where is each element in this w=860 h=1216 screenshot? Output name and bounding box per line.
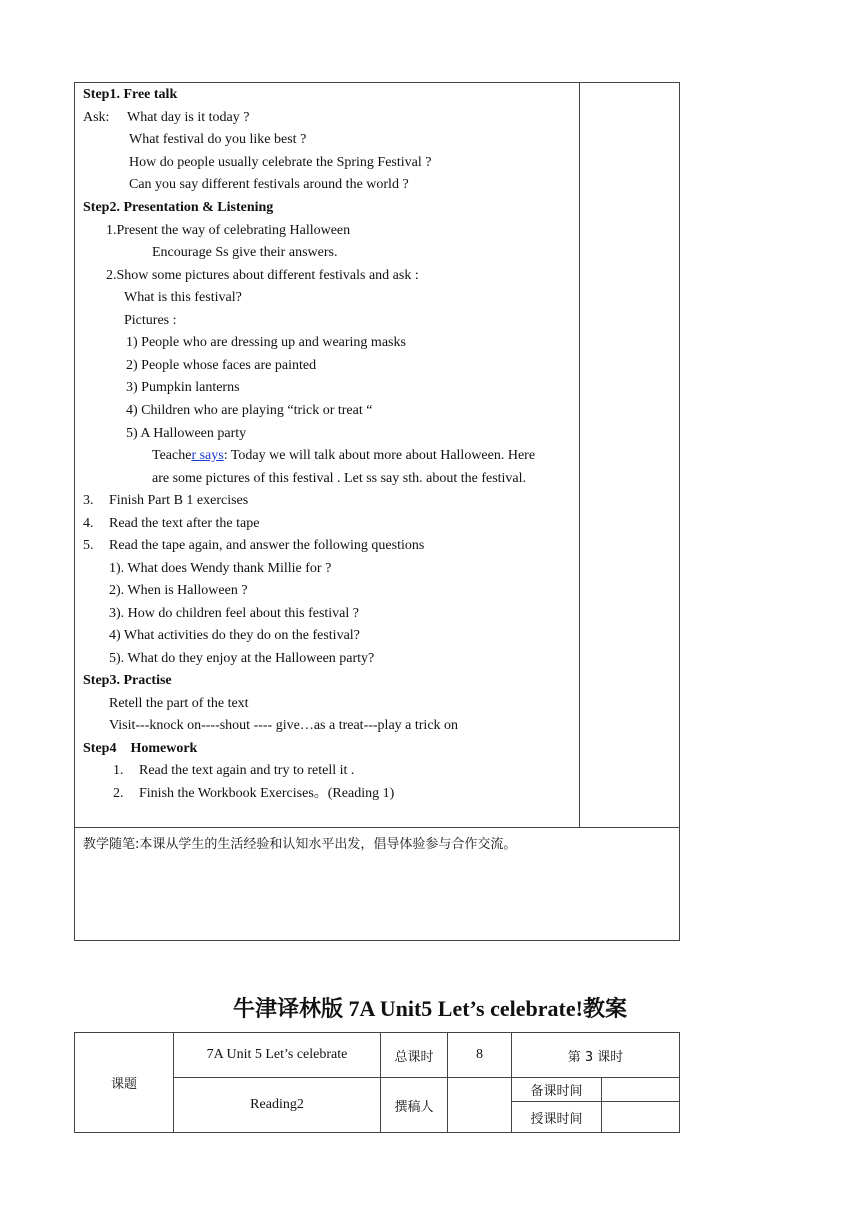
period-cell: 第 3 课时 <box>512 1033 679 1078</box>
teacher-line <box>152 447 535 465</box>
author-label: 撰稿人 <box>381 1078 448 1132</box>
show-question: What is this festival? <box>124 290 242 305</box>
subtitle-cell: Reading2 <box>174 1078 381 1132</box>
pictures-label: Pictures : <box>124 313 177 328</box>
picture-item: 5) A Halloween party <box>126 426 247 441</box>
teacher-says-link[interactable]: r says <box>191 448 224 463</box>
topic-label: 课题 <box>75 1033 174 1132</box>
homework-text: Finish the Workbook Exercises。(Reading 1) <box>139 786 395 801</box>
step3-title: Step3. Practise <box>83 673 172 688</box>
teacher-text-a: Teache <box>152 448 192 463</box>
picture-item: 4) Children who are playing “trick or treat “ <box>126 403 373 418</box>
document-title: 牛津译林版 7A Unit5 Let’s celebrate!教案 <box>233 996 627 1021</box>
picture-item: 2) People whose faces are painted <box>126 358 317 373</box>
numbered-num: 5. <box>83 538 94 553</box>
numbered-text: Read the text after the tape <box>109 516 260 531</box>
step4-title: Step4 Homework <box>83 741 198 756</box>
homework-num: 1. <box>113 763 124 778</box>
procedure-table <box>74 82 680 941</box>
ask-line: How do people usually celebrate the Spring Festival ? <box>129 155 432 170</box>
numbered-num: 4. <box>83 516 94 531</box>
total-label: 总课时 <box>381 1033 448 1078</box>
present-item: 1.Present the way of celebrating Halloween <box>106 223 351 238</box>
teacher-line-2: are some pictures of this festival . Let ss say sth. about the festival. <box>152 471 527 486</box>
teacher-text-b: : Today we will talk about more about Halloween. Here <box>223 448 536 463</box>
question-item: 3). How do children feel about this festival ? <box>109 606 359 621</box>
procedure-cell <box>75 83 580 827</box>
question-item: 4) What activities do they do on the festival? <box>109 628 360 643</box>
step2-title: Step2. Presentation & Listening <box>83 200 274 215</box>
present-sub: Encourage Ss give their answers. <box>152 245 338 260</box>
step1-title: Step1. Free talk <box>83 87 178 102</box>
question-item: 5). What do they enjoy at the Halloween party? <box>109 651 375 666</box>
author-value <box>448 1078 512 1132</box>
practise-line: Retell the part of the text <box>109 696 249 711</box>
picture-item: 3) Pumpkin lanterns <box>126 380 240 395</box>
teaching-notes: 教学随笔:本课从学生的生活经验和认知水平出发，倡导体验参与合作交流。 <box>75 827 679 940</box>
numbered-text: Read the tape again, and answer the following questions <box>109 538 425 553</box>
picture-item: 1) People who are dressing up and wearing masks <box>126 335 406 350</box>
lesson-info-table <box>74 1032 680 1133</box>
practise-line: Visit---knock on----shout ---- give…as a treat---play a trick on <box>109 718 459 733</box>
topic-value: 7A Unit 5 Let’s celebrate <box>174 1033 381 1078</box>
numbered-text: Finish Part B 1 exercises <box>109 493 249 508</box>
teach-time-value <box>602 1102 679 1132</box>
numbered-num: 3. <box>83 493 94 508</box>
question-item: 1). What does Wendy thank Millie for ? <box>109 561 332 576</box>
side-cell <box>580 83 679 827</box>
ask-line: What festival do you like best ? <box>129 132 307 147</box>
ask-label: Ask: <box>83 110 110 125</box>
prep-time-value <box>602 1078 679 1102</box>
total-value: 8 <box>448 1033 512 1078</box>
homework-num: 2. <box>113 786 124 801</box>
question-item: 2). When is Halloween ? <box>109 583 248 598</box>
ask-line: Can you say different festivals around the world ? <box>129 177 409 192</box>
prep-time-label: 备课时间 <box>512 1078 602 1102</box>
ask-line: What day is it today ? <box>127 110 250 125</box>
show-item: 2.Show some pictures about different festivals and ask : <box>106 268 419 283</box>
homework-text: Read the text again and try to retell it . <box>139 763 355 778</box>
teach-time-label: 授课时间 <box>512 1102 602 1132</box>
